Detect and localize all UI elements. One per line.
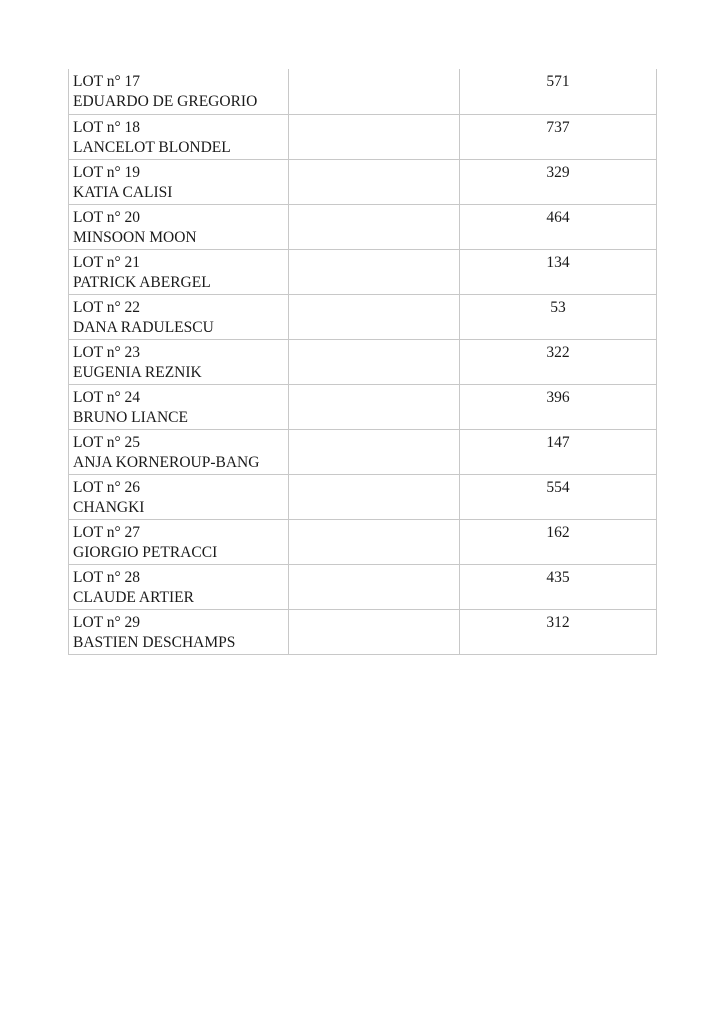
lot-value-cell: 162: [460, 519, 657, 564]
artist-name: EDUARDO DE GREGORIO: [73, 93, 258, 110]
lot-number: LOT n° 19: [73, 163, 141, 181]
lot-name-cell: [69, 294, 289, 339]
lot-value-cell: 554: [460, 474, 657, 519]
empty-cell: [289, 294, 460, 339]
artist-name: BRUNO LIANCE: [73, 408, 188, 426]
empty-cell: [289, 609, 460, 654]
artist-name: CLAUDE ARTIER: [73, 588, 194, 606]
artist-name: MINSOON MOON: [73, 228, 197, 246]
table-row: [69, 339, 657, 384]
table-row: [69, 204, 657, 249]
lot-value-cell: 464: [460, 204, 657, 249]
empty-cell: [289, 114, 460, 159]
empty-cell: [289, 384, 460, 429]
lot-name-cell: [69, 69, 289, 114]
artist-name: GIORGIO PETRACCI: [73, 543, 218, 561]
lot-value-cell: 329: [460, 159, 657, 204]
lot-name-cell: [69, 114, 289, 159]
lot-name-cell: [69, 159, 289, 204]
lot-name-cell: [69, 384, 289, 429]
artist-name: BASTIEN DESCHAMPS: [73, 633, 236, 651]
artist-name: ANJA KORNEROUP-BANG: [73, 453, 260, 471]
table-row: [69, 384, 657, 429]
lot-value-cell: 134: [460, 249, 657, 294]
empty-cell: [289, 564, 460, 609]
table-row: [69, 519, 657, 564]
lot-name-cell: [69, 204, 289, 249]
artist-name: PATRICK ABERGEL: [73, 273, 211, 291]
table-row: [69, 294, 657, 339]
lot-number: LOT n° 26: [73, 478, 141, 496]
lot-number: LOT n° 18: [73, 118, 141, 136]
empty-cell: [289, 429, 460, 474]
table-row: [69, 564, 657, 609]
lot-number: LOT n° 17: [73, 73, 141, 90]
lot-value-cell: 147: [460, 429, 657, 474]
lot-value-cell: 396: [460, 384, 657, 429]
lot-number: LOT n° 27: [73, 523, 141, 541]
lots-table-body: [69, 69, 657, 654]
lot-number: LOT n° 22: [73, 298, 141, 316]
empty-cell: [289, 159, 460, 204]
lot-name-cell: [69, 429, 289, 474]
empty-cell: [289, 204, 460, 249]
lots-table: [68, 69, 657, 655]
lot-value-cell: 571: [460, 69, 657, 114]
lot-value-cell: 737: [460, 114, 657, 159]
lot-value-cell: 312: [460, 609, 657, 654]
lot-number: LOT n° 20: [73, 208, 141, 226]
table-row: [69, 159, 657, 204]
lot-number: LOT n° 24: [73, 388, 141, 406]
lot-name-cell: [69, 249, 289, 294]
artist-name: CHANGKI: [73, 498, 145, 516]
artist-name: LANCELOT BLONDEL: [73, 138, 231, 156]
lot-number: LOT n° 25: [73, 433, 141, 451]
empty-cell: [289, 69, 460, 114]
table-row: [69, 249, 657, 294]
table-row: [69, 114, 657, 159]
lot-number: LOT n° 23: [73, 343, 141, 361]
lot-name-cell: [69, 474, 289, 519]
empty-cell: [289, 519, 460, 564]
lot-number: LOT n° 29: [73, 613, 141, 631]
lot-name-cell: [69, 339, 289, 384]
artist-name: KATIA CALISI: [73, 183, 173, 201]
lot-name-cell: [69, 564, 289, 609]
lot-value-cell: 322: [460, 339, 657, 384]
artist-name: DANA RADULESCU: [73, 318, 214, 336]
table-row: [69, 609, 657, 654]
artist-name: EUGENIA REZNIK: [73, 363, 202, 381]
table-row: [69, 474, 657, 519]
lot-value-cell: 435: [460, 564, 657, 609]
lot-value-cell: 53: [460, 294, 657, 339]
table-row: [69, 429, 657, 474]
empty-cell: [289, 474, 460, 519]
lot-number: LOT n° 21: [73, 253, 141, 271]
lot-name-cell: [69, 519, 289, 564]
lot-name-cell: [69, 609, 289, 654]
table-row: [69, 69, 657, 114]
empty-cell: [289, 339, 460, 384]
lot-number: LOT n° 28: [73, 568, 141, 586]
empty-cell: [289, 249, 460, 294]
